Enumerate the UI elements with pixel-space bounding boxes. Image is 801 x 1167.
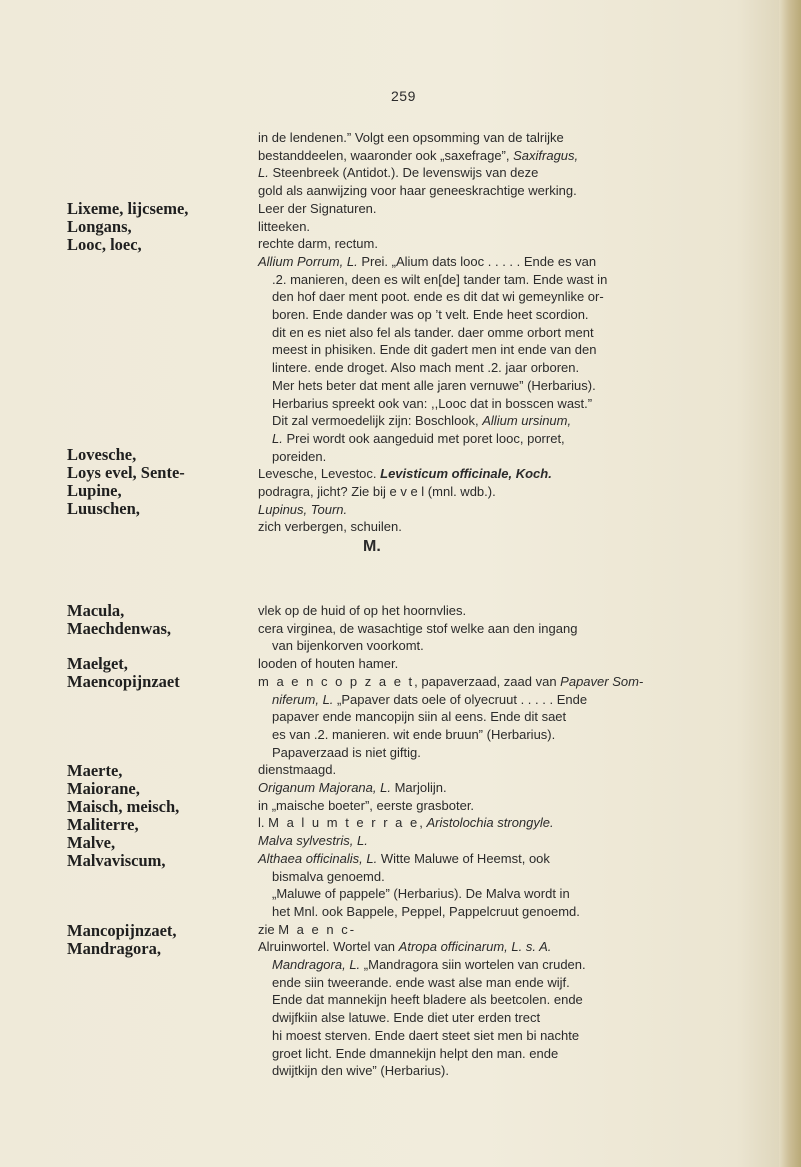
text-line: van bijenkorven voorkomt. (272, 638, 424, 654)
text-line: boren. Ende dander was op ’t velt. Ende heet scordion. (272, 307, 589, 323)
text-line: bismalva genoemd. (272, 868, 385, 884)
text-line: Ende dat mannekijn heeft bladere als beetcolen. ende (272, 992, 583, 1008)
entries-m-text (258, 602, 770, 1080)
text-line: Lupinus, Tourn. (258, 501, 348, 517)
text-line: papaver ende mancopijn siin al eens. Ende dit saet (272, 709, 567, 725)
text-line: Malva sylvestris, L. (258, 833, 368, 849)
headword-maisch: Maisch, meisch, (67, 797, 180, 816)
headword-malve: Malve, (67, 833, 116, 852)
headword-maliterre: Maliterre, (67, 815, 139, 834)
section-heading-m: M. (363, 538, 381, 555)
headword-maerte: Maerte, (67, 761, 123, 780)
text-line: Althaea officinalis, L. Witte Maluwe of Heemst, ook (258, 850, 550, 866)
text-line: bestanddeelen, waaronder ook „saxefrage”, Saxifragus, (258, 147, 579, 163)
headword-macula: Macula, (67, 601, 125, 620)
text-line: Alruinwortel. Wortel van Atropa officinarum, L. s. A. (258, 939, 552, 955)
text-line: Leer der Signaturen. (258, 200, 377, 216)
text-line: m a e n c o p z a e t, papaverzaad, zaad van Papaver Som- (258, 673, 644, 689)
headword-lupine: Lupine, (67, 481, 122, 500)
text-line: in „maische boeter”, eerste grasboter. (258, 797, 475, 813)
headword-loys-evel: Loys evel, Sente- (67, 463, 185, 482)
text-line: Mandragora, L. „Mandragora siin wortelen van cruden. (272, 957, 586, 973)
headword-luuschen: Luuschen, (67, 499, 140, 518)
text-line: Allium Porrum, L. Prei. „Alium dats looc . . . . . Ende es van (258, 253, 597, 269)
text-line: Herbarius spreekt ook van: ,,Looc dat in bosscen wast.” (272, 395, 593, 411)
text-line: litteeken. (258, 218, 311, 234)
headword-looc: Looc, loec, (67, 235, 142, 254)
book-spine (779, 0, 801, 1167)
headword-maencopijnzaet: Maencopijnzaet (67, 672, 180, 691)
text-line: groet licht. Ende dmannekijn helpt den man. ende (272, 1045, 559, 1061)
text-line: dwijtkijn den wive” (Herbarius). (272, 1063, 449, 1079)
text-line: Dit zal vermoedelijk zijn: Boschlook, Allium ursinum, (272, 413, 572, 429)
text-line: cera virginea, de wasachtige stof welke aan den ingang (258, 620, 578, 636)
text-line: Levesche, Levestoc. Levisticum officinale, Koch. (258, 466, 552, 482)
page-number: 259 (391, 88, 416, 104)
text-line: podragra, jicht? Zie bij e v e l (mnl. wdb.). (258, 484, 496, 500)
headword-lovesche: Lovesche, (67, 445, 137, 464)
text-line: ende siin tweerande. ende wast alse man ende wijf. (272, 974, 570, 990)
text-line: „Maluwe of pappele” (Herbarius). De Malva wordt in (272, 886, 570, 902)
text-line: den hof daer ment poot. ende es dit dat wi gemeynlike or- (272, 289, 604, 305)
text-line: zie M a e n c- (258, 921, 357, 937)
text-line: zich verbergen, schuilen. (258, 519, 402, 535)
headword-maiorane: Maiorane, (67, 779, 140, 798)
text-line: meest in phisiken. Ende dit gadert men int ende van den (272, 342, 597, 358)
text-line: es van .2. manieren. wit ende bruun” (Herbarius). (272, 726, 556, 742)
headword-mandragora: Mandragora, (67, 939, 161, 958)
text-line: Mer hets beter dat ment alle jaren vernuwe” (Herbarius). (272, 377, 596, 393)
text-line: hi moest sterven. Ende daert steet siet men bi nachte (272, 1027, 580, 1043)
headword-maechdenwas: Maechdenwas, (67, 619, 172, 638)
text-line: vlek op de huid of op het hoornvlies. (258, 603, 467, 618)
text-line: in de lendenen.” Volgt een opsomming van de talrijke (258, 130, 564, 145)
headword-longans: Longans, (67, 217, 132, 236)
text-line: Papaverzaad is niet giftig. (272, 744, 421, 760)
headword-lixeme: Lixeme, lijcseme, (67, 199, 189, 218)
text-line: dit en es niet also fel als tander. daer omme orbort ment (272, 324, 594, 340)
text-line: l. M a l u m t e r r a e, Aristolochia strongyle. (258, 815, 554, 831)
text-line: lintere. ende droget. Also mach ment .2. jaar orboren. (272, 360, 580, 376)
text-line: poreiden. (272, 448, 327, 464)
text-line: niferum, L. „Papaver dats oele of olyecruut . . . . . Ende (272, 691, 588, 707)
text-line: het Mnl. ook Bappele, Peppel, Pappelcruut genoemd. (272, 903, 580, 919)
entries-l-text (258, 129, 770, 536)
headword-maelget: Maelget, (67, 654, 128, 673)
text-line: gold als aanwijzing voor haar geneeskrachtige werking. (258, 183, 577, 199)
text-line: rechte darm, rectum. (258, 236, 378, 252)
text-line: Origanum Majorana, L. Marjolijn. (258, 780, 447, 796)
text-line: looden of houten hamer. (258, 656, 399, 672)
text-line: dwijfkiin alse latuwe. Ende diet uter erden trect (272, 1010, 541, 1026)
text-line: dienstmaagd. (258, 762, 337, 778)
headword-mancopijnzaet: Mancopijnzaet, (67, 921, 177, 940)
text-line: L. Prei wordt ook aangeduid met poret looc, porret, (272, 430, 565, 446)
headword-malvaviscum: Malvaviscum, (67, 851, 166, 870)
text-line: .2. manieren, deen es wilt en[de] tander tam. Ende wast in (272, 271, 608, 287)
text-line: L. Steenbreek (Antidot.). De levenswijs van deze (258, 165, 539, 181)
